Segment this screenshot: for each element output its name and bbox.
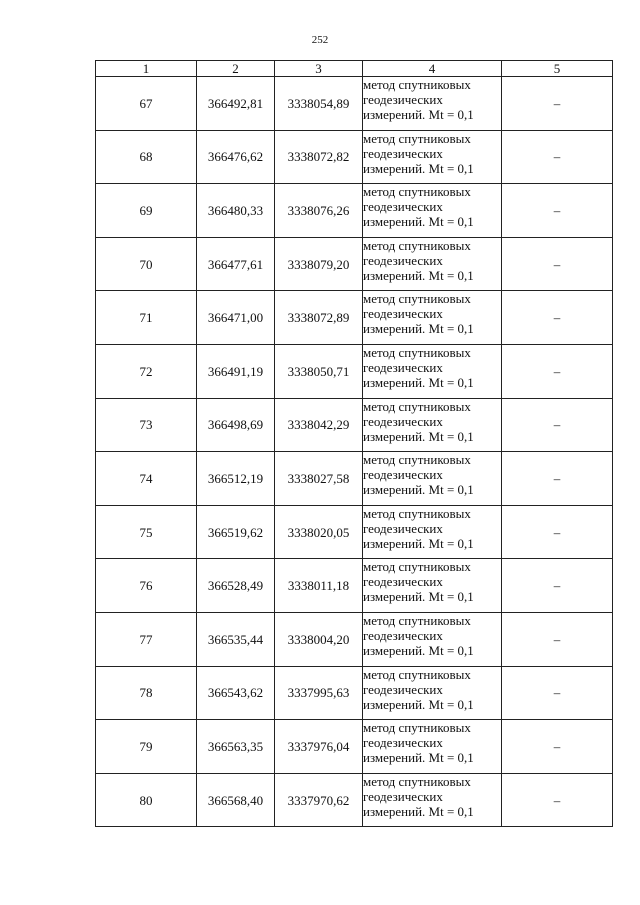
method-cell — [363, 773, 502, 827]
x-coordinate-cell: 366477,61 — [197, 237, 275, 291]
header-cell-1: 1 — [96, 61, 197, 77]
y-coordinate-cell: 3337995,63 — [275, 666, 363, 720]
y-coordinate-cell: 3338011,18 — [275, 559, 363, 613]
method-line: измерений. Mt = 0,1 — [363, 428, 474, 444]
note-cell: – — [502, 237, 613, 291]
table-row — [96, 559, 613, 613]
x-coordinate-cell: 366471,00 — [197, 291, 275, 345]
page-number: 252 — [311, 34, 329, 46]
point-number-cell: 77 — [96, 612, 197, 666]
method-line: метод спутниковых — [363, 666, 471, 682]
method-line: геодезических — [363, 520, 443, 536]
x-coordinate-cell: 366480,33 — [197, 184, 275, 238]
method-line: метод спутниковых — [363, 559, 471, 575]
method-cell — [363, 77, 502, 131]
method-line: геодезических — [363, 574, 443, 590]
method-cell — [363, 184, 502, 238]
point-number-cell: 72 — [96, 344, 197, 398]
method-line: метод спутниковых — [363, 237, 471, 253]
method-cell — [363, 237, 502, 291]
point-number-cell: 75 — [96, 505, 197, 559]
x-coordinate-cell: 366563,35 — [197, 720, 275, 774]
point-number-cell: 76 — [96, 559, 197, 613]
note-cell: – — [502, 184, 613, 238]
note-cell: – — [502, 344, 613, 398]
method-line: измерений. Mt = 0,1 — [363, 214, 474, 230]
method-line: геодезических — [363, 735, 443, 751]
method-line: измерений. Mt = 0,1 — [363, 535, 474, 551]
method-line: измерений. Mt = 0,1 — [363, 321, 474, 337]
method-line: измерений. Mt = 0,1 — [363, 750, 474, 766]
x-coordinate-cell: 366512,19 — [197, 452, 275, 506]
table-row — [96, 77, 613, 131]
note-cell: – — [502, 773, 613, 827]
x-coordinate-cell: 366491,19 — [197, 344, 275, 398]
point-number-cell: 69 — [96, 184, 197, 238]
method-cell — [363, 344, 502, 398]
x-coordinate-cell: 366535,44 — [197, 612, 275, 666]
header-cell-4: 4 — [363, 61, 502, 77]
header-cell-5: 5 — [502, 61, 613, 77]
point-number-cell: 68 — [96, 130, 197, 184]
note-cell: – — [502, 559, 613, 613]
table-row — [96, 184, 613, 238]
note-cell: – — [502, 505, 613, 559]
method-line: измерений. Mt = 0,1 — [363, 803, 474, 819]
method-line: метод спутниковых — [363, 720, 471, 736]
method-line: геодезических — [363, 145, 443, 161]
x-coordinate-cell: 366498,69 — [197, 398, 275, 452]
point-number-cell: 71 — [96, 291, 197, 345]
method-cell — [363, 559, 502, 613]
method-cell — [363, 398, 502, 452]
method-line: метод спутниковых — [363, 505, 471, 521]
y-coordinate-cell: 3338027,58 — [275, 452, 363, 506]
note-cell: – — [502, 612, 613, 666]
method-line: метод спутниковых — [363, 130, 471, 146]
note-cell: – — [502, 720, 613, 774]
method-line: измерений. Mt = 0,1 — [363, 267, 474, 283]
y-coordinate-cell: 3338054,89 — [275, 77, 363, 131]
point-number-cell: 78 — [96, 666, 197, 720]
method-line: метод спутниковых — [363, 612, 471, 628]
method-line: геодезических — [363, 306, 443, 322]
x-coordinate-cell: 366543,62 — [197, 666, 275, 720]
note-cell: – — [502, 452, 613, 506]
y-coordinate-cell: 3338042,29 — [275, 398, 363, 452]
method-line: измерений. Mt = 0,1 — [363, 107, 474, 122]
point-number-cell: 67 — [96, 77, 197, 131]
header-cell-2: 2 — [197, 61, 275, 77]
y-coordinate-cell: 3337970,62 — [275, 773, 363, 827]
note-cell: – — [502, 398, 613, 452]
y-coordinate-cell: 3338079,20 — [275, 237, 363, 291]
x-coordinate-cell: 366476,62 — [197, 130, 275, 184]
table-body — [96, 77, 613, 827]
method-line: геодезических — [363, 359, 443, 375]
point-number-cell: 70 — [96, 237, 197, 291]
y-coordinate-cell: 3338076,26 — [275, 184, 363, 238]
y-coordinate-cell: 3338004,20 — [275, 612, 363, 666]
y-coordinate-cell: 3338050,71 — [275, 344, 363, 398]
table-row — [96, 452, 613, 506]
x-coordinate-cell: 366528,49 — [197, 559, 275, 613]
point-number-cell: 74 — [96, 452, 197, 506]
x-coordinate-cell: 366568,40 — [197, 773, 275, 827]
method-line: геодезических — [363, 627, 443, 643]
method-cell — [363, 505, 502, 559]
method-line: геодезических — [363, 92, 443, 107]
method-line: измерений. Mt = 0,1 — [363, 642, 474, 658]
method-cell — [363, 666, 502, 720]
table-row — [96, 291, 613, 345]
method-cell — [363, 291, 502, 345]
method-line: измерений. Mt = 0,1 — [363, 374, 474, 390]
y-coordinate-cell: 3338072,89 — [275, 291, 363, 345]
method-line: геодезических — [363, 681, 443, 697]
point-number-cell: 79 — [96, 720, 197, 774]
table-row — [96, 666, 613, 720]
table-row — [96, 344, 613, 398]
y-coordinate-cell: 3338072,82 — [275, 130, 363, 184]
table-row — [96, 130, 613, 184]
method-line: измерений. Mt = 0,1 — [363, 482, 474, 498]
method-line: метод спутниковых — [363, 77, 471, 92]
table-row — [96, 720, 613, 774]
note-cell: – — [502, 77, 613, 131]
method-line: геодезических — [363, 788, 443, 804]
method-cell — [363, 720, 502, 774]
method-line: измерений. Mt = 0,1 — [363, 696, 474, 712]
y-coordinate-cell: 3337976,04 — [275, 720, 363, 774]
y-coordinate-cell: 3338020,05 — [275, 505, 363, 559]
note-cell: – — [502, 666, 613, 720]
method-line: геодезических — [363, 252, 443, 268]
table-row — [96, 505, 613, 559]
table-row — [96, 612, 613, 666]
method-line: метод спутниковых — [363, 184, 471, 200]
method-line: геодезических — [363, 413, 443, 429]
method-line: метод спутниковых — [363, 398, 471, 414]
note-cell: – — [502, 130, 613, 184]
x-coordinate-cell: 366519,62 — [197, 505, 275, 559]
method-cell — [363, 130, 502, 184]
method-line: измерений. Mt = 0,1 — [363, 589, 474, 605]
method-cell — [363, 452, 502, 506]
table-row — [96, 237, 613, 291]
point-number-cell: 80 — [96, 773, 197, 827]
method-line: метод спутниковых — [363, 452, 471, 468]
x-coordinate-cell: 366492,81 — [197, 77, 275, 131]
coordinates-table — [95, 60, 613, 827]
method-line: геодезических — [363, 467, 443, 483]
table-row — [96, 773, 613, 827]
point-number-cell: 73 — [96, 398, 197, 452]
method-line: метод спутниковых — [363, 344, 471, 360]
method-line: метод спутниковых — [363, 291, 471, 307]
method-line: метод спутниковых — [363, 773, 471, 789]
header-cell-3: 3 — [275, 61, 363, 77]
method-cell — [363, 612, 502, 666]
note-cell: – — [502, 291, 613, 345]
method-line: геодезических — [363, 199, 443, 215]
method-line: измерений. Mt = 0,1 — [363, 160, 474, 176]
table-header-row — [96, 61, 613, 77]
table-row — [96, 398, 613, 452]
